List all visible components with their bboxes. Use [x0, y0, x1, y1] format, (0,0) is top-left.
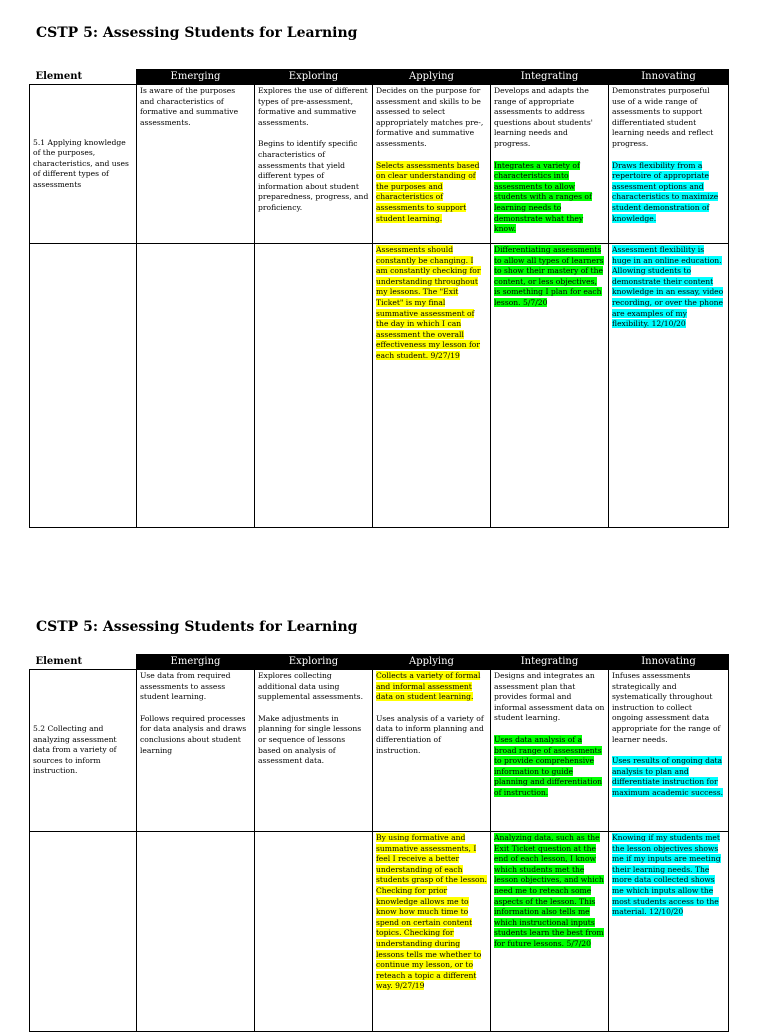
highlighted-descriptor: Draws flexibility from a repertoire of appropriate assessment options and characteristics to maximize student demonstration of knowledge.	[612, 160, 719, 223]
element-header: Element	[30, 655, 137, 670]
level-header-integrating: Integrating	[491, 70, 609, 85]
descriptor-text: Uses analysis of a variety of data to inform planning and differentiation of instruction.	[376, 713, 484, 755]
level-header-emerging: Emerging	[137, 70, 255, 85]
descriptor-text: Develops and adapts the range of appropriate assessments to address questions about students' learning needs and progress.	[494, 86, 593, 149]
descriptor-emerging	[137, 670, 255, 832]
descriptor-text: Infuses assessments strategically and systematically throughout instruction to collect ongoing assessment data appropriate for the range of learner needs.	[612, 671, 721, 744]
evidence-applying	[373, 832, 491, 1032]
evidence-applying	[373, 244, 491, 528]
level-header-exploring: Exploring	[255, 70, 373, 85]
level-header-applying: Applying	[373, 70, 491, 85]
descriptor-text: Explores collecting additional data using supplemental assessments.	[258, 671, 363, 702]
element-label: 5.2 Collecting and analyzing assessment data from a variety of sources to inform instruction.	[33, 724, 117, 776]
descriptor-text: Designs and integrates an assessment plan that provides formal and informal assessment data on student learning.	[494, 671, 605, 723]
descriptor-emerging	[137, 85, 255, 244]
element-name	[30, 670, 137, 832]
descriptor-exploring	[255, 670, 373, 832]
evidence-innovating	[609, 832, 729, 1032]
evidence-innovating	[609, 244, 729, 528]
descriptor-row	[30, 85, 729, 244]
descriptor-text: Begins to identify specific characteristics of assessments that yield different types of information about student preparedness, progress, and proficiency.	[258, 139, 369, 213]
element-label: 5.1 Applying knowledge of the purposes, characteristics, and uses of different types of assessments	[33, 137, 129, 189]
evidence-text: Assessment flexibility is huge in an online education. Allowing students to demonstrate their content knowledge in an essay, video recording, or over the phone are examples of my flexibility. 12/10/20	[612, 245, 724, 329]
level-header-innovating: Innovating	[609, 655, 729, 670]
descriptor-row	[30, 670, 729, 832]
page-title: CSTP 5: Assessing Students for Learning	[36, 25, 358, 41]
rubric-table-5-1	[29, 69, 729, 528]
descriptor-applying	[373, 670, 491, 832]
page-title: CSTP 5: Assessing Students for Learning	[36, 619, 358, 635]
evidence-emerging	[137, 832, 255, 1032]
element-name	[30, 85, 137, 244]
evidence-text: Analyzing data, such as the Exit Ticket question at the end of each lesson, I know which students met the lesson objectives, and which need me to reteach some aspects of the lesson. This information also tells me which instructional inputs students learn the best from for future lessons. 5/7/20	[494, 833, 604, 949]
level-header-integrating: Integrating	[491, 655, 609, 670]
descriptor-text: Make adjustments in planning for single lessons or sequence of lessons based on analysis of assessment data.	[258, 713, 362, 766]
level-header-innovating: Innovating	[609, 70, 729, 85]
element-header: Element	[30, 70, 137, 85]
descriptor-innovating	[609, 670, 729, 832]
evidence-exploring	[255, 244, 373, 528]
level-header-emerging: Emerging	[137, 655, 255, 670]
evidence-emerging	[137, 244, 255, 528]
descriptor-text: Explores the use of different types of pre-assessment, formative and summative assessments.	[258, 86, 368, 127]
evidence-element	[30, 244, 137, 528]
evidence-text: Knowing if my students met the lesson objectives shows me if my inputs are meeting their learning needs. The more data collected shows me which inputs allow the most students access to the material. 12/10/20	[612, 833, 721, 917]
highlighted-descriptor: Collects a variety of formal and informal assessment data on student learning.	[376, 671, 481, 702]
evidence-row	[30, 244, 729, 528]
highlighted-descriptor: Selects assessments based on clear understanding of the purposes and characteristics of assessments to support student learning.	[376, 160, 480, 223]
evidence-text: Differentiating assessments to allow all types of learners to show their mastery of the content, or less objectives, is something I plan for each lesson. 5/7/20	[494, 245, 604, 308]
descriptor-text: Is aware of the purposes and characteristics of formative and summative assessments.	[140, 86, 239, 127]
evidence-element	[30, 832, 137, 1032]
evidence-text: Assessments should constantly be changing. I am constantly checking for understanding throughout my lessons. The "Exit Ticket" is my final summative assessment of the day in which I can assessment the overall effectiveness my lesson for each student. 9/27/19	[376, 245, 481, 361]
evidence-integrating	[491, 244, 609, 528]
rubric-table-5-2	[29, 654, 729, 1032]
evidence-integrating	[491, 832, 609, 1032]
highlighted-descriptor: Integrates a variety of characteristics into assessments to allow students with a ranges of learning needs to demonstrate what they know.	[494, 160, 592, 234]
descriptor-text: Decides on the purpose for assessment and skills to be assessed to select appropriately matches pre-, formative and summative assessments.	[376, 86, 484, 149]
highlighted-descriptor: Uses data analysis of a broad range of assessments to provide comprehensive information to guide planning and differentiation of instruction.	[494, 735, 603, 798]
level-header-exploring: Exploring	[255, 655, 373, 670]
evidence-exploring	[255, 832, 373, 1032]
descriptor-integrating	[491, 85, 609, 244]
descriptor-applying	[373, 85, 491, 244]
descriptor-integrating	[491, 670, 609, 832]
descriptor-innovating	[609, 85, 729, 244]
evidence-text: By using formative and summative assessments, I feel I receive a better understanding of each students grasp of the lesson. Checking for prior knowledge allows me to know how much time to spend on certain content topics. Checking for understanding during lessons tells me whether to continue my lesson, or to reteach a topic a different way. 9/27/19	[376, 833, 487, 991]
descriptor-text: Use data from required assessments to assess student learning.	[140, 671, 231, 702]
descriptor-text: Demonstrates purposeful use of a wide range of assessments to support differentiated student learning needs and reflect progress.	[612, 86, 714, 149]
level-header-applying: Applying	[373, 655, 491, 670]
evidence-row	[30, 832, 729, 1032]
descriptor-text: Follows required processes for data analysis and draws conclusions about student learning	[140, 713, 247, 755]
highlighted-descriptor: Uses results of ongoing data analysis to plan and differentiate instruction for maximum academic success.	[612, 756, 724, 798]
descriptor-exploring	[255, 85, 373, 244]
